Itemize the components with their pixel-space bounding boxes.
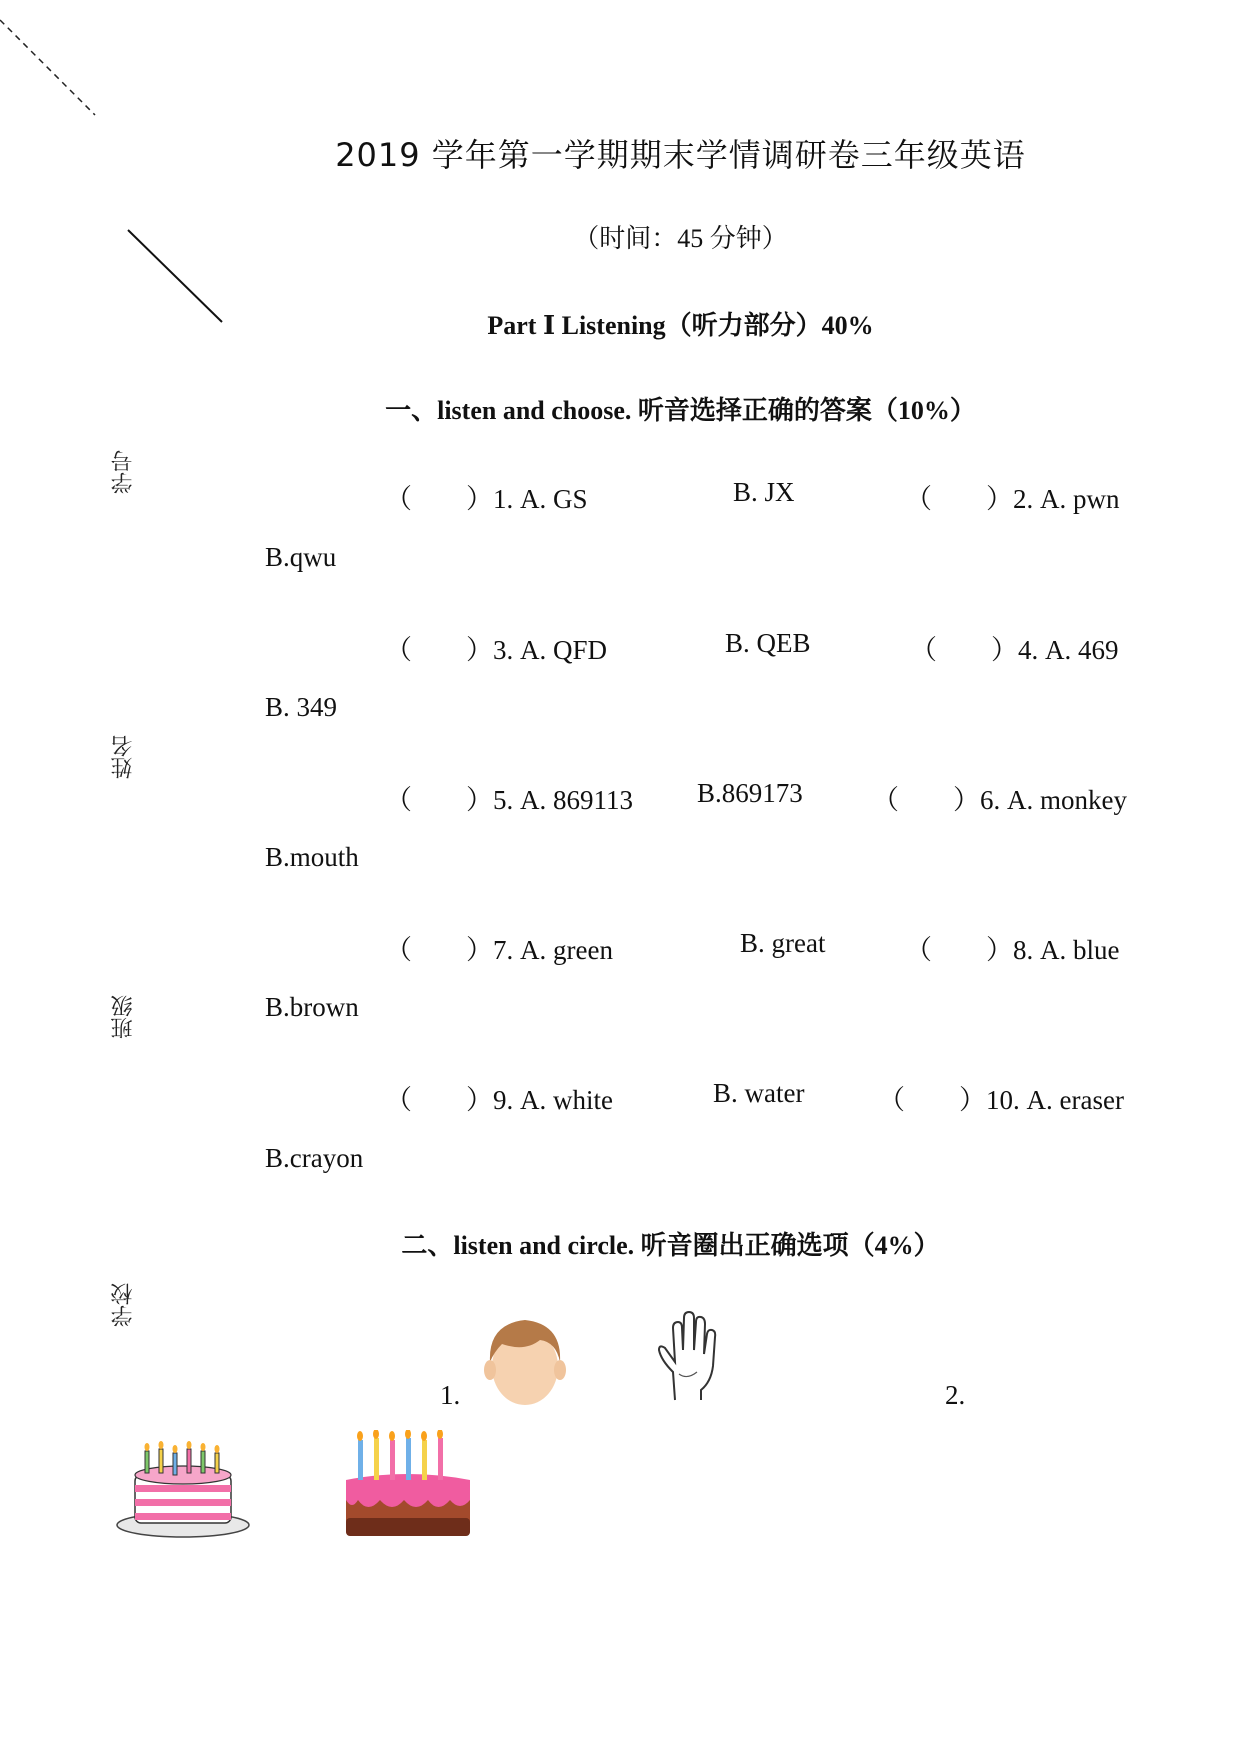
q10-option-a: （ ）10. A. eraser [878, 1085, 1124, 1115]
face-icon [480, 1312, 570, 1412]
q10-option-b: B.crayon [265, 1143, 364, 1173]
item1-number: 1. [440, 1380, 461, 1410]
q8-option-b: B.brown [265, 992, 359, 1022]
section2-heading: 二、listen and circle. 听音圈出正确选项（4%） [401, 1231, 940, 1260]
q3-option-a: （ ）3. A. QFD [385, 635, 608, 665]
time-limit: （时间：45 分钟） [573, 224, 788, 253]
q7-option-a: （ ）7. A. green [385, 935, 613, 965]
item2-number: 2. [945, 1380, 966, 1410]
part-heading: Part Ⅰ Listening（听力部分）40% [487, 311, 874, 340]
hand-icon [655, 1310, 725, 1405]
page-title: 2019 学年第一学期期末学情调研卷三年级英语 [335, 136, 1026, 174]
sidebar-name: 姓名 [111, 735, 136, 779]
cake-color-icon [338, 1430, 478, 1545]
section1-heading: 一、listen and choose. 听音选择正确的答案（10%） [385, 396, 976, 425]
q5-option-b: B.869173 [697, 778, 803, 808]
sidebar-student-number: 学号 [111, 450, 136, 494]
q4-option-a: （ ）4. A. 469 [910, 635, 1119, 665]
q4-option-b: B. 349 [265, 692, 338, 722]
q6-option-b: B.mouth [265, 842, 359, 872]
q6-option-a: （ ）6. A. monkey [872, 785, 1127, 815]
q9-option-a: （ ）9. A. white [385, 1085, 613, 1115]
cake-outline-icon [115, 1435, 255, 1540]
q1-option-a: （ ）1. A. GS [385, 484, 588, 514]
q8-option-a: （ ）8. A. blue [905, 935, 1120, 965]
q3-option-b: B. QEB [725, 628, 811, 658]
q2-option-a: （ ）2. A. pwn [905, 484, 1120, 514]
q1-option-b: B. JX [733, 477, 795, 507]
q5-option-a: （ ）5. A. 869113 [385, 785, 633, 815]
q9-option-b: B. water [713, 1078, 805, 1108]
q2-option-b: B.qwu [265, 542, 337, 572]
sidebar-school: 学校 [111, 1283, 136, 1327]
sidebar-class: 班级 [111, 995, 136, 1039]
q7-option-b: B. great [740, 928, 826, 958]
